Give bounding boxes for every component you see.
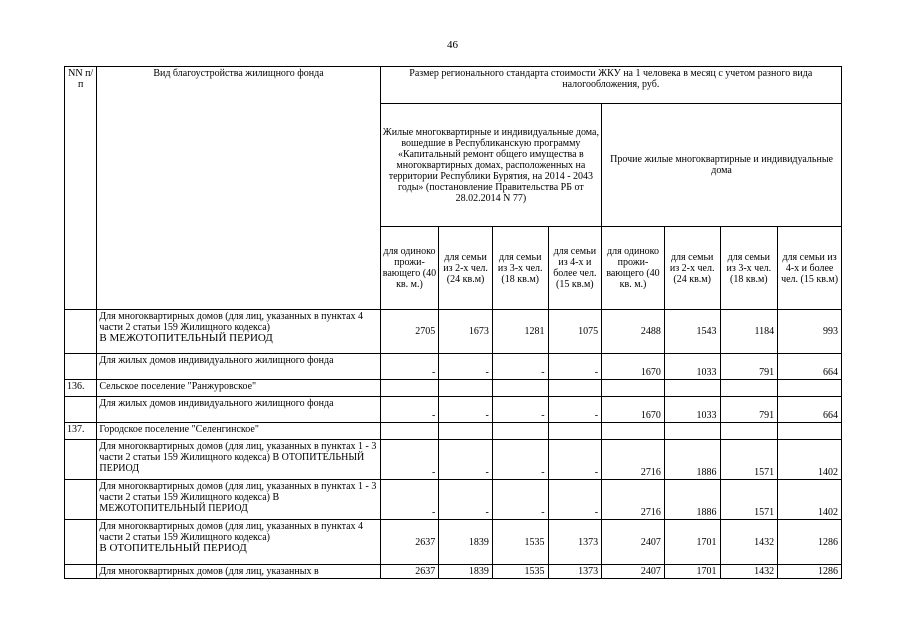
row-number: 137. [65, 423, 97, 440]
value-cell [602, 380, 665, 397]
table-row [65, 397, 842, 423]
value-cell: - [439, 440, 493, 480]
value-cell: - [492, 440, 548, 480]
value-cell [778, 423, 842, 440]
row-description [97, 380, 380, 397]
value-cell [664, 380, 720, 397]
value-cell: - [548, 440, 602, 480]
value-cell: 1286 [778, 520, 842, 565]
row-description [97, 423, 380, 440]
row-period: В ОТОПИТЕЛЬНЫЙ ПЕРИОД [99, 542, 247, 554]
value-cell: 1075 [548, 310, 602, 354]
value-cell: 664 [778, 354, 842, 380]
value-cell: 2716 [602, 480, 665, 520]
value-cell: 1839 [439, 520, 493, 565]
value-cell: 1701 [664, 565, 720, 579]
value-cell: 2407 [602, 565, 665, 579]
value-cell: 1886 [664, 480, 720, 520]
col-header: для одиноко прожи-вающего (40 кв. м.) [380, 227, 439, 310]
value-cell: 1673 [439, 310, 493, 354]
row-number [65, 520, 97, 565]
value-cell: 1535 [492, 520, 548, 565]
tariff-table [64, 66, 842, 579]
value-cell: - [439, 480, 493, 520]
col-header: для семьи из 4-х и более чел. (15 кв.м) [778, 227, 842, 310]
row-description [97, 354, 380, 380]
value-cell: 2637 [380, 565, 439, 579]
row-text: Для жилых домов индивидуального жилищного фонда [99, 355, 334, 366]
value-cell: - [380, 354, 439, 380]
table-row [65, 380, 842, 397]
row-period: В МЕЖОТОПИТЕЛЬНЫЙ ПЕРИОД [99, 332, 273, 344]
value-cell: 2716 [602, 440, 665, 480]
value-cell [548, 380, 602, 397]
row-number [65, 354, 97, 380]
row-description [97, 565, 380, 579]
value-cell: 1373 [548, 520, 602, 565]
value-cell [439, 380, 493, 397]
value-cell: 1670 [602, 397, 665, 423]
row-number [65, 310, 97, 354]
row-text: Городское поселение "Селенгинское" [99, 424, 259, 435]
value-cell: 1670 [602, 354, 665, 380]
value-cell [492, 423, 548, 440]
row-number: 136. [65, 380, 97, 397]
value-cell [664, 423, 720, 440]
table-row [65, 354, 842, 380]
value-cell: - [548, 354, 602, 380]
row-text: Для многоквартирных домов (для лиц, указанных в пунктах 4 части 2 статьи 159 Жилищного кодекса) [99, 311, 364, 333]
row-text: Для многоквартирных домов (для лиц, указанных в [99, 566, 319, 577]
row-text: Для многоквартирных домов (для лиц, указанных в пунктах 1 - 3 части 2 статьи 159 Жилищного кодекса) В МЕЖОТОПИТЕЛЬНЫЙ ПЕРИОД [99, 481, 377, 514]
value-cell: - [380, 397, 439, 423]
value-cell: 1839 [439, 565, 493, 579]
value-cell [548, 423, 602, 440]
value-cell: 1033 [664, 397, 720, 423]
row-description [97, 397, 380, 423]
table-row [65, 480, 842, 520]
value-cell: 1286 [778, 565, 842, 579]
header-group-other: Прочие жилые многоквартирные и индивидуальные дома [602, 104, 842, 227]
col-header: для семьи из 2-х чел. (24 кв.м) [664, 227, 720, 310]
table-row [65, 440, 842, 480]
col-header: для семьи из 3-х чел. (18 кв.м) [492, 227, 548, 310]
value-cell [720, 380, 778, 397]
row-description [97, 440, 380, 480]
value-cell: 1033 [664, 354, 720, 380]
value-cell: 1701 [664, 520, 720, 565]
value-cell [492, 380, 548, 397]
value-cell: 664 [778, 397, 842, 423]
table-row [65, 565, 842, 579]
value-cell: 2407 [602, 520, 665, 565]
value-cell: 1432 [720, 520, 778, 565]
row-text: Сельское поселение "Ранжуровское" [99, 381, 257, 392]
col-header: для семьи из 4-х и более чел. (15 кв.м) [548, 227, 602, 310]
col-header: для семьи из 3-х чел. (18 кв.м) [720, 227, 778, 310]
col-header: для семьи из 2-х чел. (24 кв.м) [439, 227, 493, 310]
value-cell: 993 [778, 310, 842, 354]
header-size: Размер регионального стандарта стоимости ЖКУ на 1 человека в месяц с учетом разного вида налогообложения, руб. [380, 67, 841, 104]
value-cell: - [439, 397, 493, 423]
value-cell: 1184 [720, 310, 778, 354]
row-text: Для многоквартирных домов (для лиц, указанных в пунктах 1 - 3 части 2 статьи 159 Жилищного кодекса) В ОТОПИТЕЛЬНЫЙ ПЕРИОД [99, 441, 377, 474]
row-number [65, 440, 97, 480]
value-cell [380, 423, 439, 440]
value-cell [380, 380, 439, 397]
value-cell: 791 [720, 354, 778, 380]
value-cell [602, 423, 665, 440]
value-cell: 2705 [380, 310, 439, 354]
row-text: Для многоквартирных домов (для лиц, указанных в пунктах 4 части 2 статьи 159 Жилищного кодекса) [99, 521, 364, 543]
header-group-program: Жилые многоквартирные и индивидуальные дома, вошедшие в Республиканскую программу «Капитальный ремонт общего имущества в многоквартирных домах, расположенных на территории Республики Бурятия, на 2014 - 2043 годы» (постановление Правительства РБ от 28.02.2014 N 77) [380, 104, 602, 227]
value-cell: - [492, 354, 548, 380]
value-cell: - [492, 480, 548, 520]
value-cell: 2637 [380, 520, 439, 565]
value-cell: 1373 [548, 565, 602, 579]
value-cell: - [548, 397, 602, 423]
value-cell [720, 423, 778, 440]
value-cell: 1432 [720, 565, 778, 579]
header-type: Вид благоустройства жилищного фонда [97, 67, 380, 310]
table-row [65, 423, 842, 440]
value-cell [439, 423, 493, 440]
value-cell: 1571 [720, 440, 778, 480]
value-cell: 2488 [602, 310, 665, 354]
row-text: Для жилых домов индивидуального жилищного фонда [99, 398, 334, 409]
row-description [97, 480, 380, 520]
header-nn: NN п/п [65, 67, 97, 310]
row-description [97, 310, 380, 354]
row-description [97, 520, 380, 565]
row-number [65, 397, 97, 423]
row-number [65, 565, 97, 579]
col-header: для одиноко прожи-вающего (40 кв. м.) [602, 227, 665, 310]
row-number [65, 480, 97, 520]
value-cell: 1402 [778, 440, 842, 480]
value-cell: 791 [720, 397, 778, 423]
page-number: 46 [447, 39, 458, 51]
value-cell: - [439, 354, 493, 380]
value-cell: - [380, 440, 439, 480]
value-cell: - [492, 397, 548, 423]
value-cell: 1535 [492, 565, 548, 579]
value-cell: - [548, 480, 602, 520]
table-row [65, 520, 842, 565]
value-cell: 1402 [778, 480, 842, 520]
table-row [65, 310, 842, 354]
value-cell: 1571 [720, 480, 778, 520]
value-cell: - [380, 480, 439, 520]
value-cell: 1543 [664, 310, 720, 354]
value-cell: 1886 [664, 440, 720, 480]
value-cell [778, 380, 842, 397]
value-cell: 1281 [492, 310, 548, 354]
